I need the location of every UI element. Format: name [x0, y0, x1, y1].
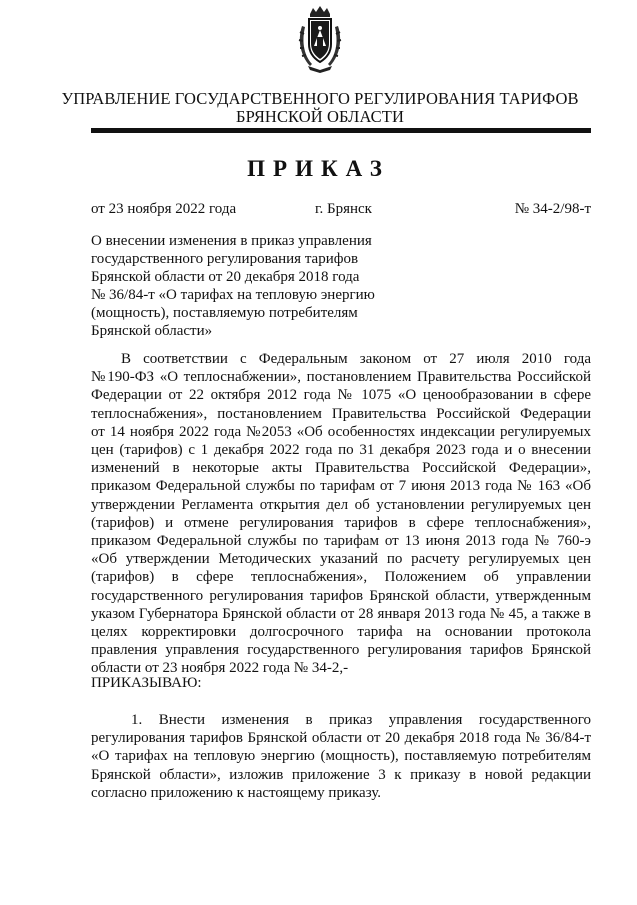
preamble-line: Федерации от 22 октября 2012 года № 1075 «О ценообразовании в сфере	[91, 387, 591, 404]
item-line: регулирования тарифов Брянской области от 20 декабря 2018 года № 36/84-т	[91, 730, 591, 747]
order-directive: ПРИКАЗЫВАЮ:	[91, 675, 202, 691]
subject-line: Брянской области от 20 декабря 2018 года	[91, 269, 360, 285]
subject-line: государственного регулирования тарифов	[91, 251, 359, 267]
preamble-line: указом Губернатора Брянской области от 28 января 2013 года № 45, а также в	[91, 605, 591, 622]
item-line: 1. Внести изменения в приказ управления государственного	[131, 712, 591, 728]
document-title: ПРИКАЗ	[247, 156, 390, 181]
preamble-line: утверждении Регламента открытия дел об установлении регулируемых цен	[91, 496, 591, 513]
preamble-line: (тарифов) и отмене регулирования тарифов в сфере теплоснабжения»,	[91, 514, 591, 531]
coat-of-arms-emblem	[296, 4, 344, 74]
item-line: Брянской области», изложив приложение 3 к приказу в новой редакции	[91, 766, 591, 783]
preamble-line: №190-ФЗ «О теплоснабжении», постановлением Правительства Российской	[91, 369, 591, 386]
preamble-line: правления управления государственного регулирования тарифов Брянской	[91, 642, 591, 659]
subject-line: № 36/84-т «О тарифах на тепловую энергию	[91, 287, 375, 303]
header-divider	[91, 128, 591, 133]
preamble-line: «Об утверждении Методических указаний по расчету регулируемых цен	[91, 551, 591, 568]
document-city: г. Брянск	[315, 201, 372, 217]
document-date: от 23 ноября 2022 года	[91, 201, 237, 217]
preamble-line: области от 23 ноября 2022 года № 34-2,-	[91, 660, 349, 677]
preamble-line: приказом Федеральной службы по тарифам от 13 июня 2013 года № 760-э	[91, 533, 591, 550]
preamble-line: от 14 ноября 2022 года №2053 «Об особенностях индексации регулируемых	[91, 423, 591, 440]
document-subject	[91, 232, 391, 340]
preamble-line: теплоснабжения», постановлением Правительства Российской Федерации	[91, 405, 591, 422]
item-line: «О тарифах на тепловую энергию (мощность), поставляемую потребителям	[91, 748, 591, 765]
preamble-line: целях корректировки долгосрочного тарифа на основании протокола	[91, 624, 591, 641]
preamble-line: цен (тарифов) с 1 декабря 2022 года по 31 декабря 2023 года и о внесении	[91, 442, 591, 459]
order-item-1	[91, 711, 591, 802]
preamble-line: изменений в некоторые акты Правительства Российской Федерации»,	[91, 460, 591, 477]
document-number: № 34-2/98-т	[514, 201, 591, 217]
preamble-line: государственного регулирования тарифов Брянской области, утвержденным	[91, 587, 591, 604]
organization-name-line2: БРЯНСКОЙ ОБЛАСТИ	[236, 107, 404, 126]
organization-name-line1: УПРАВЛЕНИЕ ГОСУДАРСТВЕННОГО РЕГУЛИРОВАНИЯ ТАРИФОВ	[61, 89, 579, 108]
preamble-line: (тарифов) в сфере теплоснабжения», Положением об управлении	[91, 569, 591, 586]
preamble-paragraph	[91, 350, 591, 678]
item-line: согласно приложению к настоящему приказу.	[91, 784, 382, 801]
subject-line: (мощность), поставляемую потребителям	[91, 305, 358, 321]
preamble-line: приказом Федеральной службы по тарифам от 7 июня 2013 года № 163 «Об	[91, 478, 591, 495]
preamble-line: В соответствии с Федеральным законом от 27 июля 2010 года	[121, 351, 591, 367]
subject-line: Брянской области»	[91, 323, 213, 339]
subject-line: О внесении изменения в приказ управления	[91, 233, 372, 249]
